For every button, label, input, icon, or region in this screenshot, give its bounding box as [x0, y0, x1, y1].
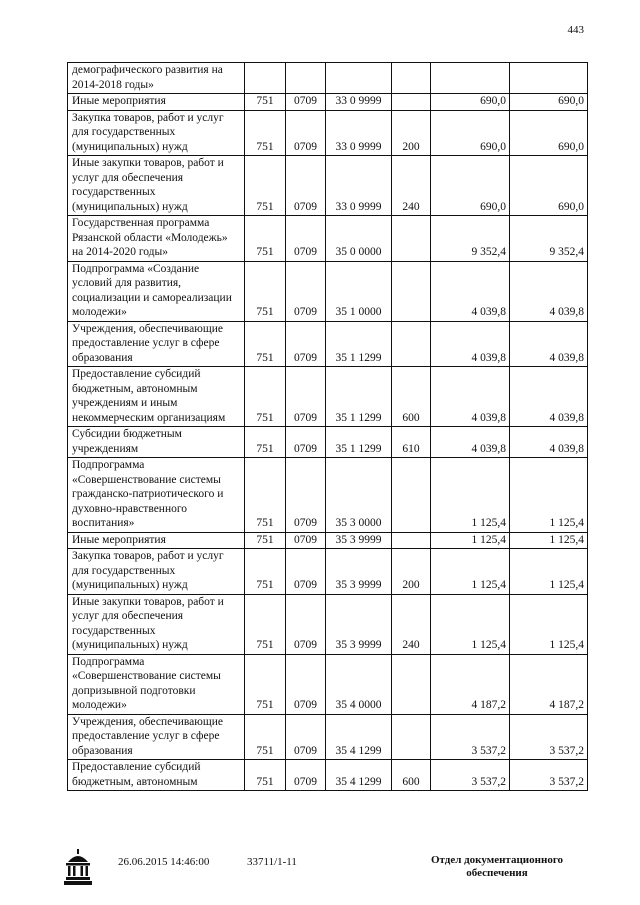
table-row — [68, 714, 588, 760]
expense-type-code-cell — [392, 94, 431, 111]
department-code-cell: 751 — [245, 760, 286, 791]
row-name-cell: Закупка товаров, работ и услуг для государственных (муниципальных) нужд — [68, 549, 245, 595]
table-row — [68, 654, 588, 714]
target-article-code-cell: 35 0 0000 — [326, 216, 392, 262]
amount-2016-cell: 4 187,2 — [510, 654, 588, 714]
target-article-code-cell: 33 0 9999 — [326, 156, 392, 216]
target-article-code-cell: 33 0 9999 — [326, 110, 392, 156]
amount-2015-cell — [431, 63, 510, 94]
amount-2015-cell: 3 537,2 — [431, 760, 510, 791]
section-code-cell: 0709 — [286, 532, 326, 549]
department-code-cell — [245, 63, 286, 94]
expense-type-code-cell — [392, 714, 431, 760]
expense-type-code-cell: 240 — [392, 594, 431, 654]
section-code-cell: 0709 — [286, 760, 326, 791]
expense-type-code-cell: 240 — [392, 156, 431, 216]
row-name-cell: Учреждения, обеспечивающие предоставление услуг в сфере образования — [68, 714, 245, 760]
amount-2015-cell: 9 352,4 — [431, 216, 510, 262]
section-code-cell: 0709 — [286, 654, 326, 714]
row-name-cell: Иные мероприятия — [68, 532, 245, 549]
expense-type-code-cell: 600 — [392, 760, 431, 791]
target-article-code-cell: 35 4 1299 — [326, 760, 392, 791]
table-row — [68, 321, 588, 367]
section-code-cell: 0709 — [286, 458, 326, 533]
section-code-cell: 0709 — [286, 94, 326, 111]
table-row — [68, 760, 588, 791]
amount-2016-cell: 1 125,4 — [510, 549, 588, 595]
target-article-code-cell: 35 3 0000 — [326, 458, 392, 533]
amount-2015-cell: 4 039,8 — [431, 321, 510, 367]
row-name-cell: Государственная программа Рязанской области «Молодежь» на 2014-2020 годы» — [68, 216, 245, 262]
amount-2016-cell: 3 537,2 — [510, 714, 588, 760]
budget-table — [67, 62, 588, 791]
department-code-cell: 751 — [245, 458, 286, 533]
target-article-code-cell — [326, 63, 392, 94]
department-code-cell: 751 — [245, 321, 286, 367]
amount-2016-cell: 4 039,8 — [510, 321, 588, 367]
section-code-cell: 0709 — [286, 110, 326, 156]
expense-type-code-cell — [392, 532, 431, 549]
amount-2016-cell: 1 125,4 — [510, 458, 588, 533]
table-row — [68, 458, 588, 533]
amount-2016-cell: 9 352,4 — [510, 216, 588, 262]
target-article-code-cell: 35 3 9999 — [326, 532, 392, 549]
section-code-cell: 0709 — [286, 427, 326, 458]
expense-type-code-cell: 200 — [392, 549, 431, 595]
department-code-cell: 751 — [245, 549, 286, 595]
target-article-code-cell: 33 0 9999 — [326, 94, 392, 111]
section-code-cell: 0709 — [286, 367, 326, 427]
table-row — [68, 532, 588, 549]
target-article-code-cell: 35 1 1299 — [326, 321, 392, 367]
amount-2016-cell: 690,0 — [510, 156, 588, 216]
row-name-cell: Подпрограмма «Совершенствование системы допризывной подготовки молодежи» — [68, 654, 245, 714]
section-code-cell: 0709 — [286, 714, 326, 760]
amount-2016-cell — [510, 63, 588, 94]
target-article-code-cell: 35 1 0000 — [326, 261, 392, 321]
department-code-cell: 751 — [245, 216, 286, 262]
department-code-cell: 751 — [245, 261, 286, 321]
expense-type-code-cell — [392, 654, 431, 714]
amount-2015-cell: 690,0 — [431, 110, 510, 156]
amount-2016-cell: 1 125,4 — [510, 594, 588, 654]
section-code-cell: 0709 — [286, 594, 326, 654]
section-code-cell: 0709 — [286, 549, 326, 595]
expense-type-code-cell: 200 — [392, 110, 431, 156]
department-code-cell: 751 — [245, 654, 286, 714]
department-code-cell: 751 — [245, 94, 286, 111]
row-name-cell: Иные закупки товаров, работ и услуг для обеспечения государственных (муниципальных) нужд — [68, 156, 245, 216]
footer — [0, 848, 640, 898]
expense-type-code-cell — [392, 458, 431, 533]
table-row — [68, 110, 588, 156]
target-article-code-cell: 35 4 0000 — [326, 654, 392, 714]
budget-table-body — [68, 63, 588, 791]
row-name-cell: Субсидии бюджетным учреждениям — [68, 427, 245, 458]
table-row — [68, 261, 588, 321]
footer-document-id: 33711/1-11 — [247, 856, 297, 868]
expense-type-code-cell: 600 — [392, 367, 431, 427]
expense-type-code-cell — [392, 216, 431, 262]
row-name-cell: Подпрограмма «Совершенствование системы гражданско-патриотического и духовно-нравственного воспитания» — [68, 458, 245, 533]
amount-2015-cell: 690,0 — [431, 94, 510, 111]
row-name-cell: Предоставление субсидий бюджетным, автономным учреждениям и иным некоммерческим организациям — [68, 367, 245, 427]
parliament-emblem-icon — [60, 848, 96, 888]
target-article-code-cell: 35 4 1299 — [326, 714, 392, 760]
department-code-cell: 751 — [245, 594, 286, 654]
amount-2016-cell: 4 039,8 — [510, 261, 588, 321]
department-code-cell: 751 — [245, 110, 286, 156]
amount-2015-cell: 4 039,8 — [431, 261, 510, 321]
amount-2016-cell: 3 537,2 — [510, 760, 588, 791]
amount-2016-cell: 4 039,8 — [510, 427, 588, 458]
row-name-cell: Иные закупки товаров, работ и услуг для обеспечения государственных (муниципальных) нужд — [68, 594, 245, 654]
table-row — [68, 63, 588, 94]
expense-type-code-cell — [392, 63, 431, 94]
target-article-code-cell: 35 1 1299 — [326, 367, 392, 427]
amount-2015-cell: 4 039,8 — [431, 367, 510, 427]
table-row — [68, 216, 588, 262]
table-row — [68, 427, 588, 458]
department-code-cell: 751 — [245, 427, 286, 458]
expense-type-code-cell — [392, 321, 431, 367]
row-name-cell: Учреждения, обеспечивающие предоставление услуг в сфере образования — [68, 321, 245, 367]
section-code-cell: 0709 — [286, 156, 326, 216]
amount-2016-cell: 4 039,8 — [510, 367, 588, 427]
target-article-code-cell: 35 3 9999 — [326, 594, 392, 654]
amount-2016-cell: 1 125,4 — [510, 532, 588, 549]
table-row — [68, 594, 588, 654]
department-code-cell: 751 — [245, 714, 286, 760]
department-code-cell: 751 — [245, 367, 286, 427]
amount-2015-cell: 1 125,4 — [431, 532, 510, 549]
target-article-code-cell: 35 1 1299 — [326, 427, 392, 458]
row-name-cell: Предоставление субсидий бюджетным, автономным — [68, 760, 245, 791]
section-code-cell: 0709 — [286, 321, 326, 367]
amount-2015-cell: 4 039,8 — [431, 427, 510, 458]
expense-type-code-cell — [392, 261, 431, 321]
row-name-cell: Закупка товаров, работ и услуг для государственных (муниципальных) нужд — [68, 110, 245, 156]
footer-department: Отдел документационного обеспечения — [430, 854, 564, 879]
footer-timestamp: 26.06.2015 14:46:00 — [118, 856, 210, 868]
page-number: 443 — [567, 24, 584, 36]
department-code-cell: 751 — [245, 156, 286, 216]
department-code-cell: 751 — [245, 532, 286, 549]
row-name-cell: Иные мероприятия — [68, 94, 245, 111]
target-article-code-cell: 35 3 9999 — [326, 549, 392, 595]
table-row — [68, 367, 588, 427]
amount-2016-cell: 690,0 — [510, 94, 588, 111]
section-code-cell: 0709 — [286, 216, 326, 262]
amount-2015-cell: 1 125,4 — [431, 549, 510, 595]
amount-2015-cell: 690,0 — [431, 156, 510, 216]
expense-type-code-cell: 610 — [392, 427, 431, 458]
row-name-cell: демографического развития на 2014-2018 годы» — [68, 63, 245, 94]
amount-2015-cell: 4 187,2 — [431, 654, 510, 714]
amount-2015-cell: 3 537,2 — [431, 714, 510, 760]
amount-2015-cell: 1 125,4 — [431, 594, 510, 654]
row-name-cell: Подпрограмма «Создание условий для развития, социализации и самореализации молодежи» — [68, 261, 245, 321]
table-row — [68, 94, 588, 111]
table-row — [68, 549, 588, 595]
amount-2015-cell: 1 125,4 — [431, 458, 510, 533]
section-code-cell: 0709 — [286, 261, 326, 321]
amount-2016-cell: 690,0 — [510, 110, 588, 156]
section-code-cell — [286, 63, 326, 94]
table-row — [68, 156, 588, 216]
